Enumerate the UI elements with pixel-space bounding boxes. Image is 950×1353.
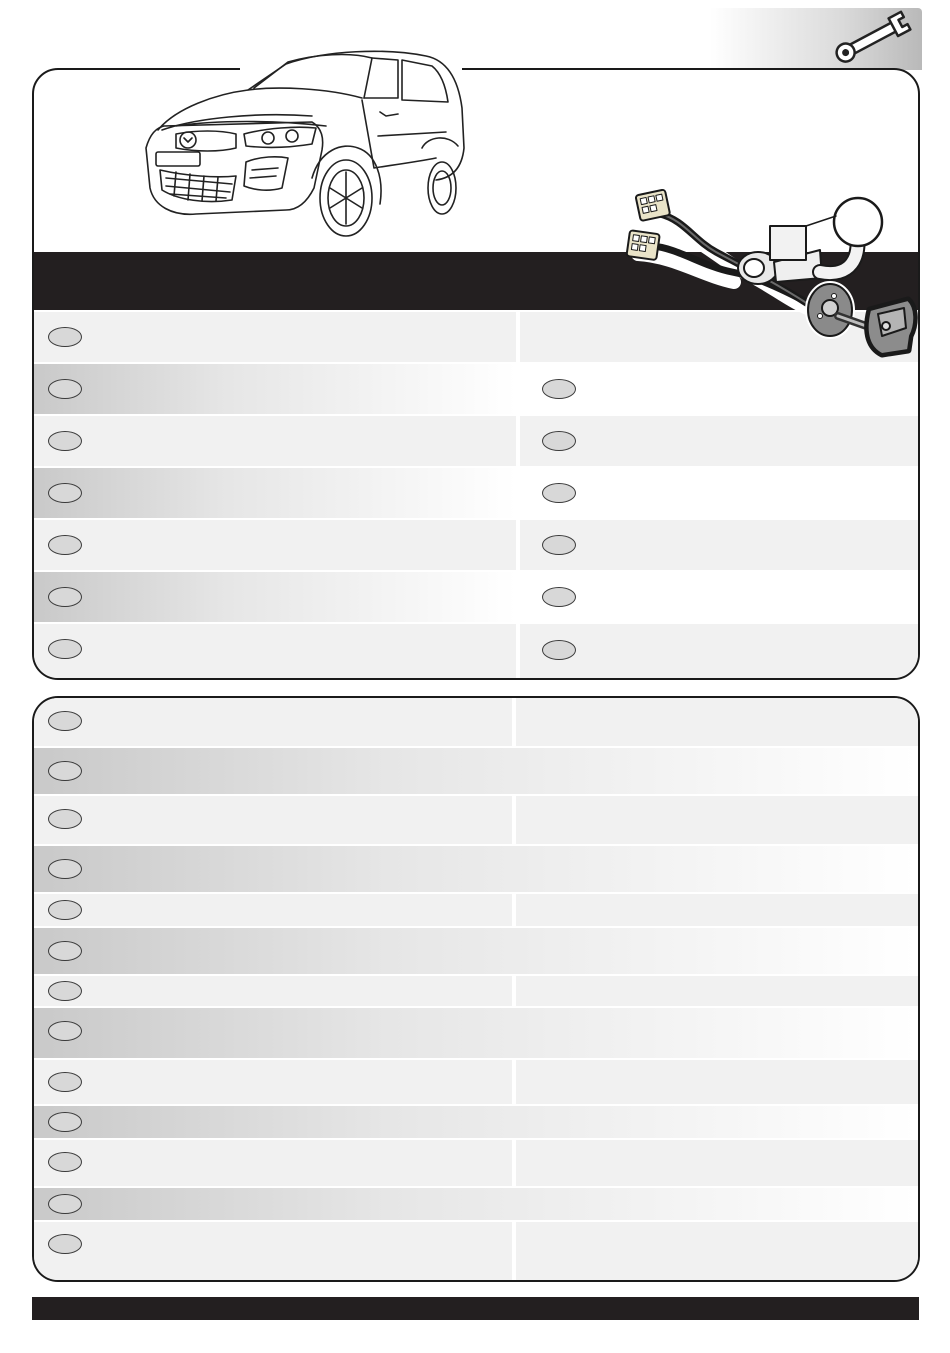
table-row	[34, 1008, 918, 1058]
number-oval	[48, 981, 82, 1001]
table-row	[34, 846, 918, 892]
row-cell-full	[34, 1106, 918, 1138]
number-oval	[542, 535, 576, 555]
row-cell-left	[34, 976, 512, 1006]
table-row	[34, 624, 918, 680]
table-row	[34, 1188, 918, 1220]
row-cell-right	[520, 416, 918, 466]
specification-panel	[32, 696, 920, 1282]
number-oval	[48, 900, 82, 920]
table-row	[34, 416, 918, 466]
row-cell-right	[520, 520, 918, 570]
mazda-cx7-illustration	[136, 38, 476, 248]
row-cell-right	[516, 796, 918, 844]
row-cell-left	[34, 894, 512, 926]
number-oval	[48, 327, 82, 347]
number-oval	[542, 587, 576, 607]
row-cell-right	[520, 364, 918, 414]
table-row	[34, 572, 918, 622]
row-cell-full	[34, 928, 918, 974]
table-row	[34, 520, 918, 570]
row-cell-full	[34, 846, 918, 892]
row-cell-right	[520, 572, 918, 622]
number-oval	[48, 379, 82, 399]
number-oval	[542, 483, 576, 503]
table-row	[34, 1060, 918, 1104]
row-cell-left	[34, 416, 516, 466]
number-oval	[48, 535, 82, 555]
table-row	[34, 698, 918, 746]
row-cell-full	[34, 1188, 918, 1220]
number-oval	[48, 711, 82, 731]
row-cell-right	[516, 698, 918, 746]
row-cell-right	[516, 1060, 918, 1104]
footer-bar	[32, 1297, 919, 1320]
number-oval	[48, 431, 82, 451]
table-row	[34, 976, 918, 1006]
row-cell-right	[516, 1140, 918, 1186]
row-cell-left	[34, 1060, 512, 1104]
number-oval	[48, 1194, 82, 1214]
number-oval	[48, 1021, 82, 1041]
row-cell-right	[516, 1222, 918, 1282]
number-oval	[542, 431, 576, 451]
row-cell-right	[520, 468, 918, 518]
table-row	[34, 894, 918, 926]
row-cell-left	[34, 698, 512, 746]
wrench-icon	[830, 10, 916, 66]
number-oval	[48, 809, 82, 829]
number-oval	[542, 640, 576, 660]
row-cell-left	[34, 796, 512, 844]
row-cell-left	[34, 364, 516, 414]
row-cell-left	[34, 1140, 512, 1186]
row-cell-left	[34, 572, 516, 622]
number-oval	[48, 1152, 82, 1172]
table-row	[34, 364, 918, 414]
number-oval	[48, 761, 82, 781]
table-row	[34, 468, 918, 518]
row-cell-right	[516, 894, 918, 926]
table-row	[34, 1106, 918, 1138]
number-oval	[48, 941, 82, 961]
row-cell-left	[34, 468, 516, 518]
row-cell-left	[34, 312, 516, 362]
row-cell-right	[516, 976, 918, 1006]
row-cell-full	[34, 748, 918, 794]
number-oval	[48, 1112, 82, 1132]
row-cell-left	[34, 624, 516, 680]
row-cell-right	[520, 624, 918, 680]
table-row	[34, 928, 918, 974]
number-oval	[48, 859, 82, 879]
number-oval	[542, 379, 576, 399]
table-row	[34, 748, 918, 794]
table-row	[34, 1140, 918, 1186]
number-oval	[48, 639, 82, 659]
number-oval	[48, 587, 82, 607]
number-oval	[48, 1072, 82, 1092]
towbar-wiring-kit-illustration	[624, 186, 924, 366]
row-cell-left	[34, 520, 516, 570]
number-oval	[48, 483, 82, 503]
row-cell-left	[34, 1222, 512, 1282]
table-row	[34, 796, 918, 844]
number-oval	[48, 1234, 82, 1254]
table-row	[34, 1222, 918, 1282]
row-cell-full	[34, 1008, 918, 1058]
